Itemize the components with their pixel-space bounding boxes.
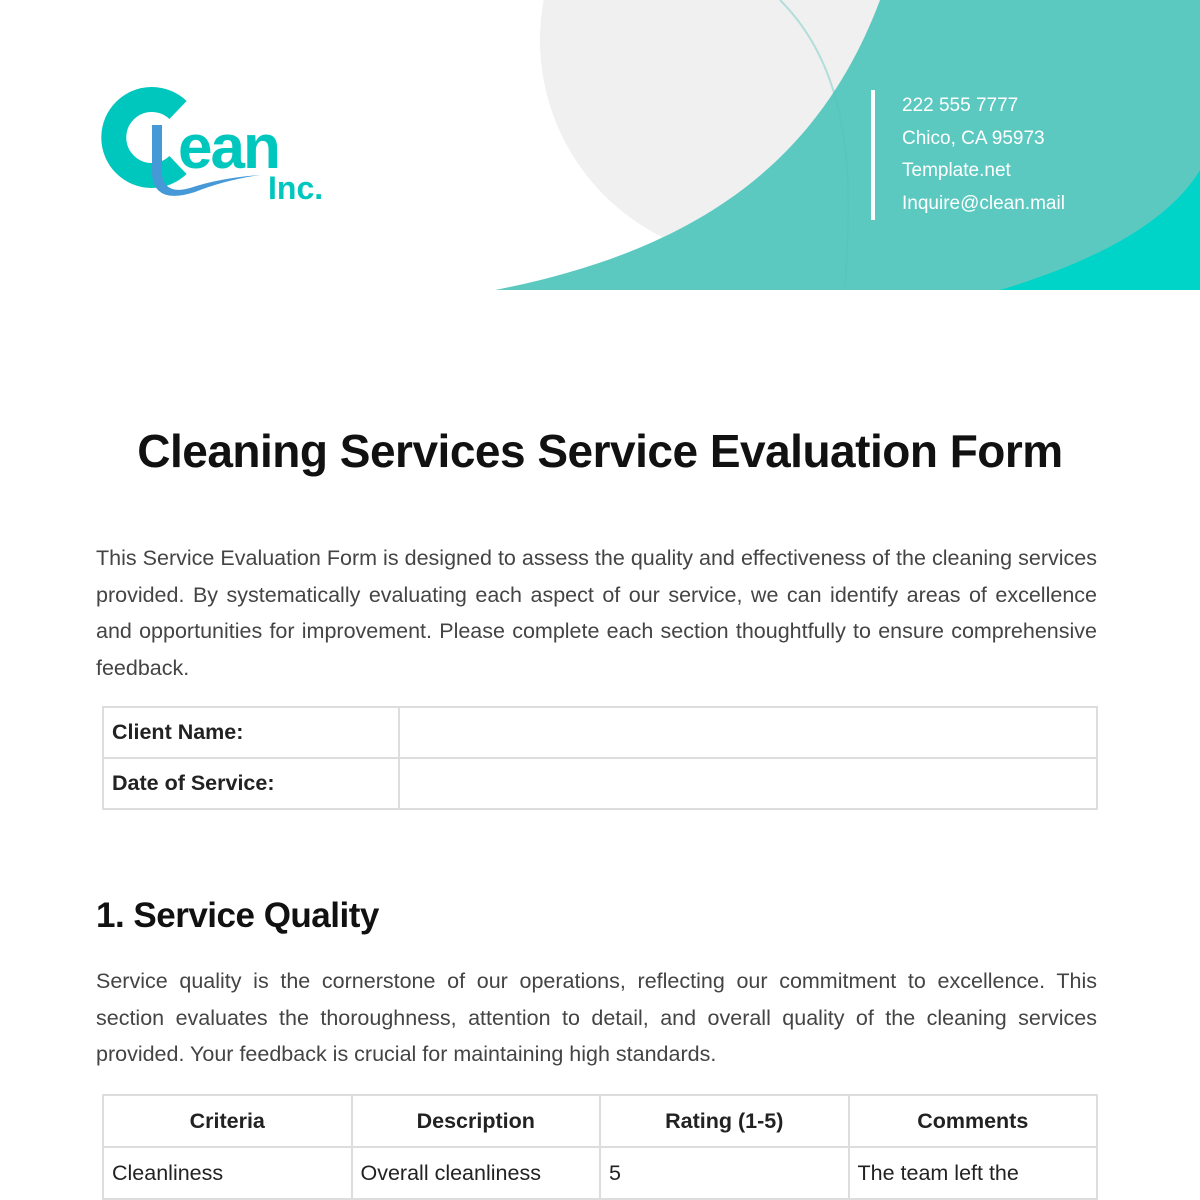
date-of-service-label: Date of Service: <box>103 758 399 809</box>
column-header: Rating (1-5) <box>600 1095 849 1147</box>
column-header: Description <box>352 1095 601 1147</box>
contact-website: Template.net <box>902 160 1011 181</box>
client-name-label: Client Name: <box>103 707 399 758</box>
contact-phone: 222 555 7777 <box>902 95 1019 116</box>
criteria-cell: Cleanliness <box>103 1147 352 1199</box>
intro-text: This Service Evaluation Form is designed to assess the quality and effectiveness of the cleaning services provided. By systematically evaluating each aspect of our service, we can identify areas of excellence and opportunities for improvement. Please complete each section thoughtfully to ensure comprehensive feedback. <box>96 546 1097 680</box>
svg-text:Inc.: Inc. <box>268 170 324 206</box>
page-title: Cleaning Services Service Evaluation Form <box>137 425 1063 477</box>
client-info-table <box>102 706 1098 810</box>
contact-info <box>871 90 1065 220</box>
clean-inc-logo <box>90 80 350 210</box>
table-row <box>103 1147 1097 1199</box>
service-quality-table <box>102 1094 1098 1200</box>
client-name-field[interactable] <box>399 707 1097 758</box>
table-row <box>103 758 1097 809</box>
section-text: Service quality is the cornerstone of our operations, reflecting our commitment to excellence. This section evaluates the thoroughness, attention to detail, and overall quality of the cleaning services provided. Your feedback is crucial for maintaining high standards. <box>96 969 1097 1066</box>
contact-address: Chico, CA 95973 <box>902 127 1045 149</box>
comments-cell[interactable]: The team left the <box>849 1147 1098 1199</box>
date-of-service-field[interactable] <box>399 758 1097 809</box>
column-header: Criteria <box>103 1095 352 1147</box>
header-banner <box>0 0 1200 290</box>
svg-text:ean: ean <box>178 113 279 182</box>
description-cell: Overall cleanliness <box>352 1147 601 1199</box>
contact-email: Inquire@clean.mail <box>902 192 1065 214</box>
table-row <box>103 707 1097 758</box>
rating-cell[interactable]: 5 <box>600 1147 849 1199</box>
table-header-row <box>103 1095 1097 1147</box>
section-heading: 1. Service Quality <box>96 896 379 935</box>
column-header: Comments <box>849 1095 1098 1147</box>
